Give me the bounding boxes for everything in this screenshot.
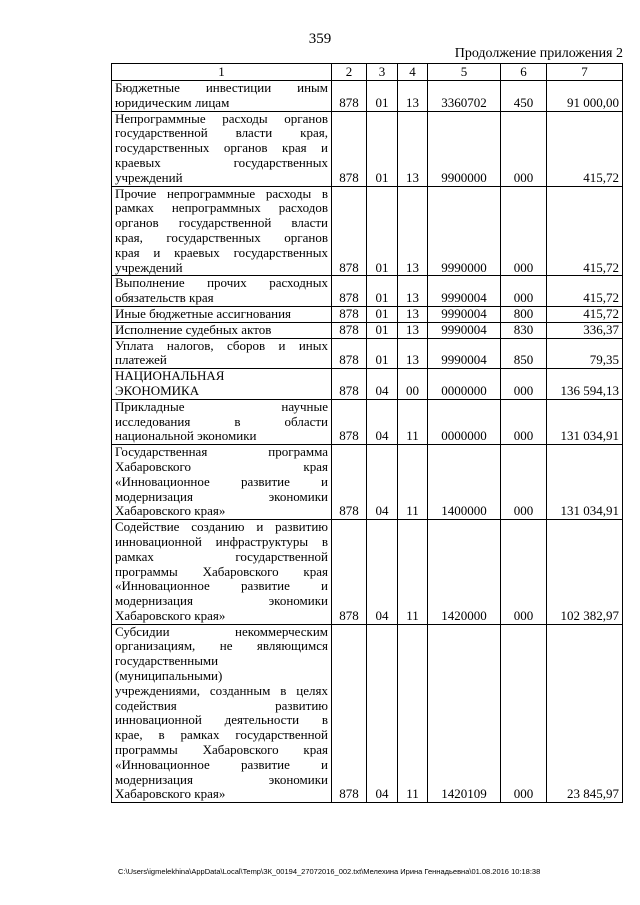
target-article-code: 9990004 <box>428 338 501 369</box>
row-name <box>112 399 332 444</box>
subsection-code: 13 <box>398 186 428 276</box>
target-article-code: 9990004 <box>428 306 501 322</box>
row-name-line: организациям, не являющимся <box>115 638 328 654</box>
row-name-line: НАЦИОНАЛЬНАЯ <box>115 368 225 384</box>
row-name-line: инновационной инфраструктуры в <box>115 533 328 549</box>
subsection-code: 13 <box>398 81 428 112</box>
section-code: 01 <box>367 322 398 338</box>
row-name <box>112 338 332 369</box>
amount: 79,35 <box>547 338 623 369</box>
subsection-code: 13 <box>398 111 428 186</box>
amount: 415,72 <box>547 276 623 307</box>
table-row <box>112 306 623 322</box>
section-code: 04 <box>367 369 398 400</box>
section-code: 01 <box>367 81 398 112</box>
row-name <box>112 306 332 322</box>
subsection-code: 13 <box>398 306 428 322</box>
department-code: 878 <box>332 306 367 322</box>
row-name-line: Бюджетные инвестиции иным <box>115 80 328 95</box>
table-row <box>112 322 623 338</box>
target-article-code: 0000000 <box>428 399 501 444</box>
row-name-line: Прикладные научные <box>115 399 328 414</box>
amount: 415,72 <box>547 306 623 322</box>
amount: 23 845,97 <box>547 624 623 803</box>
expense-type-code: 000 <box>501 369 547 400</box>
row-name-line: краевых государственных <box>115 154 328 170</box>
row-name-line: программы Хабаровского края <box>115 563 328 579</box>
table-row <box>112 624 623 803</box>
row-name-line: исследования в области <box>115 413 328 429</box>
row-name-line: Хабаровского края» <box>115 503 226 519</box>
row-name-line: рамках государственной <box>115 548 328 564</box>
row-name-line: национальной экономики <box>115 428 257 444</box>
row-name-line: рамках непрограммных расходов <box>115 200 328 216</box>
row-name-line: Непрограммные расходы органов <box>115 111 328 126</box>
row-name <box>112 369 332 400</box>
row-name-line: «Инновационное развитие и <box>115 756 328 772</box>
row-name <box>112 520 332 625</box>
row-name-line: платежей <box>115 352 167 368</box>
target-article-code: 9990004 <box>428 322 501 338</box>
row-name-line: программы Хабаровского края <box>115 742 328 758</box>
subsection-code: 11 <box>398 624 428 803</box>
amount: 131 034,91 <box>547 445 623 520</box>
row-name-line: государственной власти края, <box>115 125 328 141</box>
row-name-line: Хабаровского края» <box>115 786 226 802</box>
subsection-code: 11 <box>398 445 428 520</box>
row-name <box>112 186 332 276</box>
row-name-line: Содействие созданию и развитию <box>115 519 328 535</box>
row-name-line: Иные бюджетные ассигнования <box>115 306 292 321</box>
row-name-line: инновационной деятельности в <box>115 712 328 728</box>
row-name-line: Уплата налогов, сборов и иных <box>115 338 328 353</box>
expense-type-code: 000 <box>501 624 547 803</box>
row-name <box>112 322 332 338</box>
department-code: 878 <box>332 111 367 186</box>
amount: 415,72 <box>547 186 623 276</box>
row-name-line: Исполнение судебных актов <box>115 322 272 337</box>
column-header: 6 <box>501 64 547 81</box>
table-row <box>112 276 623 307</box>
row-name-line: учреждений <box>115 169 183 185</box>
section-code: 04 <box>367 624 398 803</box>
department-code: 878 <box>332 338 367 369</box>
row-name-line: Хабаровского края <box>115 458 328 474</box>
target-article-code: 3360702 <box>428 81 501 112</box>
subsection-code: 13 <box>398 276 428 307</box>
row-name <box>112 445 332 520</box>
row-name-line: (муниципальными) <box>115 668 223 684</box>
department-code: 878 <box>332 369 367 400</box>
expense-type-code: 830 <box>501 322 547 338</box>
section-code: 01 <box>367 338 398 369</box>
budget-table <box>111 63 623 803</box>
department-code: 878 <box>332 624 367 803</box>
amount: 91 000,00 <box>547 81 623 112</box>
row-name-line: юридическим лицам <box>115 94 230 110</box>
row-name-line: органов государственной власти <box>115 215 328 231</box>
amount: 131 034,91 <box>547 399 623 444</box>
target-article-code: 1400000 <box>428 445 501 520</box>
row-name-line: Выполнение прочих расходных <box>115 275 328 291</box>
table-row <box>112 111 623 186</box>
expense-type-code: 000 <box>501 520 547 625</box>
target-article-code: 1420109 <box>428 624 501 803</box>
expense-type-code: 000 <box>501 399 547 444</box>
row-name-line: содействия развитию <box>115 697 328 713</box>
subsection-code: 00 <box>398 369 428 400</box>
row-name-line: модернизация экономики <box>115 593 328 609</box>
row-name-line: Хабаровского края» <box>115 607 226 623</box>
expense-type-code: 000 <box>501 445 547 520</box>
continuation-label: Продолжение приложения 2 <box>454 46 623 61</box>
row-name-line: Государственная программа <box>115 444 328 460</box>
target-article-code: 1420000 <box>428 520 501 625</box>
row-name-line: крае, в рамках государственной <box>115 727 328 743</box>
row-name-line: края и краевых государственных <box>115 244 328 260</box>
expense-type-code: 450 <box>501 81 547 112</box>
target-article-code: 0000000 <box>428 369 501 400</box>
row-name-line: учреждений <box>115 259 183 275</box>
department-code: 878 <box>332 520 367 625</box>
row-name <box>112 111 332 186</box>
row-name <box>112 624 332 803</box>
table-header-row <box>112 64 623 81</box>
expense-type-code: 000 <box>501 111 547 186</box>
page-number: 359 <box>308 31 332 47</box>
target-article-code: 9990004 <box>428 276 501 307</box>
row-name-line: Прочие непрограммные расходы в <box>115 186 328 201</box>
amount: 415,72 <box>547 111 623 186</box>
table-row <box>112 399 623 444</box>
table-row <box>112 338 623 369</box>
section-code: 01 <box>367 306 398 322</box>
column-header: 7 <box>547 64 623 81</box>
department-code: 878 <box>332 186 367 276</box>
footer-file-path: C:\Users\igmelekhina\AppData\Local\Temp\ЗК_00194_27072016_002.txt\Мелехина Ирина Геннадьевна\01.08.2016 10:18:38 <box>118 867 541 876</box>
row-name-line: ЭКОНОМИКА <box>115 382 200 398</box>
row-name-line: Субсидии некоммерческим <box>115 624 328 639</box>
row-name-line: «Инновационное развитие и <box>115 473 328 489</box>
column-header: 1 <box>112 64 332 81</box>
expense-type-code: 850 <box>501 338 547 369</box>
row-name-line: государственными <box>115 653 219 669</box>
table-row <box>112 520 623 625</box>
table-row <box>112 81 623 112</box>
expense-type-code: 800 <box>501 306 547 322</box>
subsection-code: 11 <box>398 399 428 444</box>
section-code: 01 <box>367 276 398 307</box>
amount: 102 382,97 <box>547 520 623 625</box>
amount: 336,37 <box>547 322 623 338</box>
subsection-code: 13 <box>398 322 428 338</box>
column-header: 4 <box>398 64 428 81</box>
target-article-code: 9990000 <box>428 186 501 276</box>
row-name-line: «Инновационное развитие и <box>115 578 328 594</box>
row-name <box>112 276 332 307</box>
row-name <box>112 81 332 112</box>
section-code: 01 <box>367 111 398 186</box>
row-name-line: государственных органов края и <box>115 140 328 156</box>
row-name-line: края, государственных органов <box>115 229 328 245</box>
row-name-line: обязательств края <box>115 290 214 306</box>
expense-type-code: 000 <box>501 186 547 276</box>
section-code: 04 <box>367 399 398 444</box>
subsection-code: 13 <box>398 338 428 369</box>
section-code: 01 <box>367 186 398 276</box>
department-code: 878 <box>332 81 367 112</box>
row-name-line: модернизация экономики <box>115 771 328 787</box>
column-header: 2 <box>332 64 367 81</box>
column-header: 5 <box>428 64 501 81</box>
section-code: 04 <box>367 445 398 520</box>
department-code: 878 <box>332 276 367 307</box>
section-code: 04 <box>367 520 398 625</box>
amount: 136 594,13 <box>547 369 623 400</box>
table-row <box>112 445 623 520</box>
department-code: 878 <box>332 445 367 520</box>
expense-type-code: 000 <box>501 276 547 307</box>
table-row <box>112 186 623 276</box>
row-name-line: учреждениями, созданным в целях <box>115 682 328 698</box>
subsection-code: 11 <box>398 520 428 625</box>
target-article-code: 9900000 <box>428 111 501 186</box>
department-code: 878 <box>332 322 367 338</box>
column-header: 3 <box>367 64 398 81</box>
row-name-line: модернизация экономики <box>115 488 328 504</box>
department-code: 878 <box>332 399 367 444</box>
table-row <box>112 369 623 400</box>
